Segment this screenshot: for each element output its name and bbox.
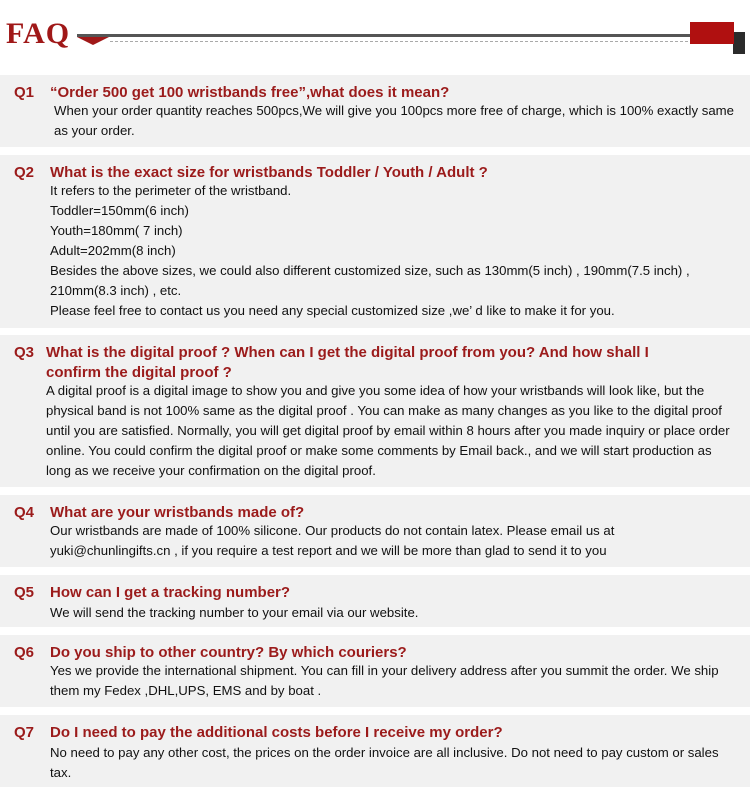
question-number: Q1 xyxy=(14,84,35,101)
answer-line: Please feel free to contact us you need any special customized size ,we’ d like to make it for you. xyxy=(50,303,615,318)
answer-line: It refers to the perimeter of the wristband. xyxy=(50,183,292,198)
question-text: Do I need to pay the additional costs before I receive my order? xyxy=(50,724,503,741)
question-text: What is the exact size for wristbands Toddler / Youth / Adult ? xyxy=(50,164,488,181)
answer-text xyxy=(50,181,740,321)
answer-text xyxy=(50,603,740,623)
answer-paragraph: When your order quantity reaches 500pcs,We will give you 100pcs more free of charge, which is 100% exactly same as your order. xyxy=(54,103,734,138)
faq-item-q6 xyxy=(0,635,750,707)
answer-paragraph: Our wristbands are made of 100% silicone. Our products do not contain latex. Please email us at yuki@chunlingifts.cn , if you require a test report and we will be more than glad to send it to you xyxy=(50,523,615,558)
header-triangle-decoration xyxy=(77,37,109,45)
answer-line: Adult=202mm(8 inch) xyxy=(50,243,176,258)
answer-line: Besides the above sizes, we could also different customized size, such as 130mm(5 inch) , 190mm(7.5 inch) , 210mm(8.3 inch) , etc. xyxy=(50,263,690,298)
header-rule xyxy=(77,34,727,37)
answer-line: Toddler=150mm(6 inch) xyxy=(50,203,189,218)
question-number: Q5 xyxy=(14,584,35,601)
answer-paragraph: A digital proof is a digital image to show you and give you some idea of how your wristbands will look like, but the physical band is not 100% same as the digital proof . You can make as many changes as you like to the digital proof until you are satisfied. Normally, you will get digital proof by email within 8 hours after you made inquiry or place order online. You could confirm the digital proof or make some comments by Email back., and we will start production as long as we receive your confirmation on the digital proof. xyxy=(46,383,730,478)
faq-item-q3 xyxy=(0,335,750,487)
faq-item-q5 xyxy=(0,575,750,627)
answer-paragraph: No need to pay any other cost, the prices on the order invoice are all inclusive. Do not need to pay custom or sales tax. xyxy=(50,745,719,780)
question-number: Q3 xyxy=(14,344,35,361)
faq-title: FAQ xyxy=(6,17,71,50)
question-text: Do you ship to other country? By which couriers? xyxy=(50,644,407,661)
header-dark-block-decoration xyxy=(733,32,745,54)
question-number: Q6 xyxy=(14,644,35,661)
header-red-block-decoration xyxy=(690,22,734,44)
answer-text xyxy=(50,661,740,701)
faq-item-q7 xyxy=(0,715,750,787)
header-dashed-rule xyxy=(110,41,728,42)
faq-header xyxy=(0,0,750,62)
question-number: Q4 xyxy=(14,504,35,521)
answer-text xyxy=(46,381,740,481)
faq-item-q1 xyxy=(0,75,750,147)
question-text: What are your wristbands made of? xyxy=(50,504,305,521)
question-text: “Order 500 get 100 wristbands free”,what does it mean? xyxy=(50,84,450,101)
question-number: Q2 xyxy=(14,164,35,181)
answer-text xyxy=(50,521,670,561)
question-text: What is the digital proof ? When can I get the digital proof from you? And how shall I confirm the digital proof ? xyxy=(46,344,649,381)
answer-text xyxy=(50,743,740,783)
answer-text xyxy=(54,101,744,141)
faq-item-q2 xyxy=(0,155,750,328)
question-text: How can I get a tracking number? xyxy=(50,584,291,601)
question-number: Q7 xyxy=(14,724,35,741)
answer-paragraph: We will send the tracking number to your email via our website. xyxy=(50,605,419,620)
answer-paragraph: Yes we provide the international shipment. You can fill in your delivery address after you summit the order. We ship them my Fedex ,DHL,UPS, EMS and by boat . xyxy=(50,663,719,698)
faq-item-q4 xyxy=(0,495,750,567)
answer-line: Youth=180mm( 7 inch) xyxy=(50,223,183,238)
